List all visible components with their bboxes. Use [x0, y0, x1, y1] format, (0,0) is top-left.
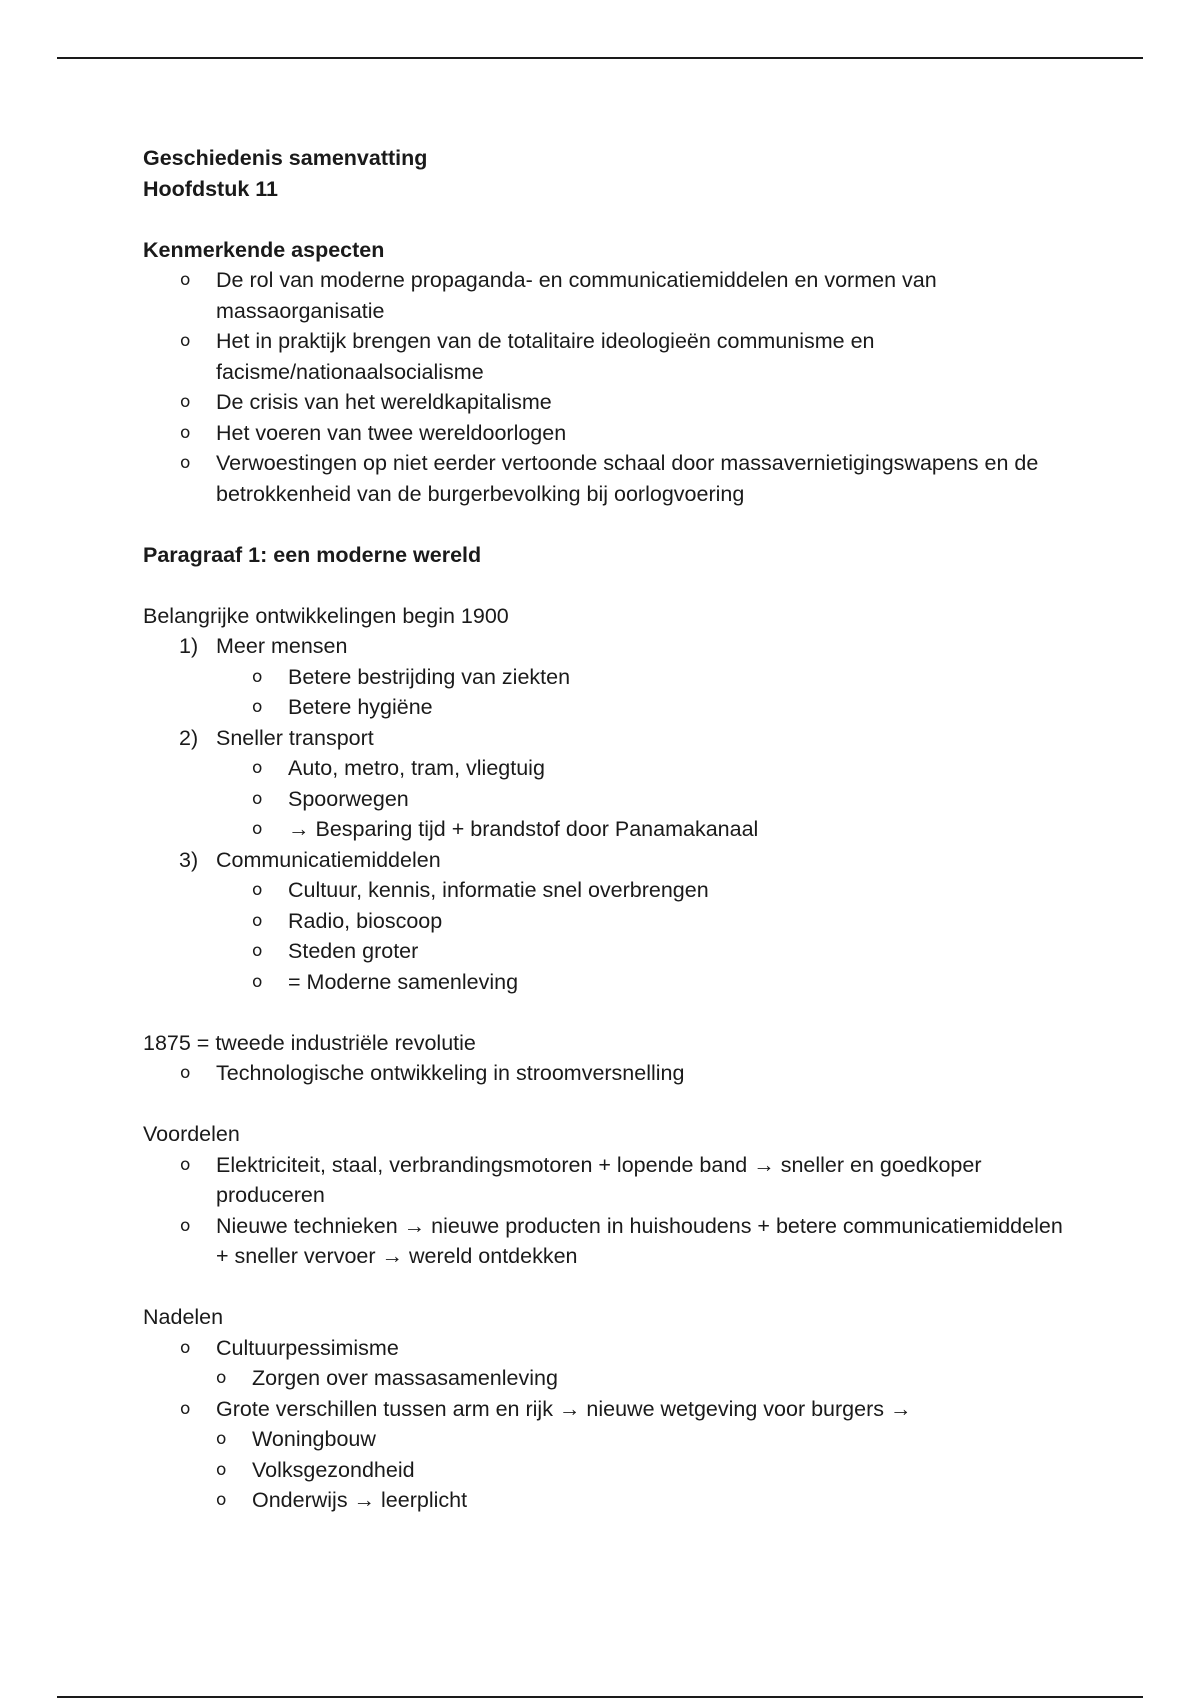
- bullet-icon: o: [180, 270, 191, 290]
- section1-heading: Paragraaf 1: een moderne wereld: [143, 542, 482, 567]
- bullet-icon: o: [252, 910, 263, 931]
- numbered-item: 2) Sneller transport: [179, 725, 374, 750]
- list-item: o De rol van moderne propaganda- en communicatiemiddelen en vormen van massaorganisatie: [143, 265, 1063, 326]
- bullet-icon: o: [216, 1490, 227, 1510]
- developments-intro: Belangrijke ontwikkelingen begin 1900: [143, 603, 509, 628]
- revolution-list: [143, 1058, 1063, 1089]
- list-item: o Radio, bioscoop: [143, 906, 1063, 937]
- list-item: o Zorgen over massasamenleving: [143, 1363, 1063, 1394]
- list-item: o Het voeren van twee wereldoorlogen: [143, 418, 1063, 449]
- list-item: o = Moderne samenleving: [143, 967, 1063, 998]
- aspects-heading: Kenmerkende aspecten: [143, 237, 385, 262]
- bullet-icon: o: [252, 788, 263, 809]
- aspects-list: [143, 265, 1063, 509]
- list-item: o Betere bestrijding van ziekten: [143, 662, 1063, 693]
- bullet-icon: o: [252, 941, 263, 961]
- bullet-icon: o: [252, 666, 263, 687]
- bottom-rule: [57, 1696, 1143, 1698]
- disadvantages-list: [143, 1333, 1063, 1516]
- list-item: o Het in praktijk brengen van de totalitaire ideologieën communisme en facisme/nationaalsocialisme: [143, 326, 1063, 387]
- bullet-icon: o: [180, 1337, 191, 1358]
- list-item: o Elektriciteit, staal, verbrandingsmotoren + lopende band → sneller en goedkoper produceren: [143, 1150, 1063, 1211]
- list-item: o Betere hygiëne: [143, 692, 1063, 723]
- document-page: [143, 143, 1063, 1516]
- bullet-icon: o: [180, 1398, 191, 1419]
- bullet-icon: o: [252, 697, 263, 717]
- revolution-intro: 1875 = tweede industriële revolutie: [143, 1030, 476, 1055]
- list-item: o Verwoestingen op niet eerder vertoonde schaal door massavernietigingswapens en de betrokkenheid van de burgerbevolking bij oorlogvoering: [143, 448, 1063, 509]
- list-item: o Onderwijs → leerplicht: [143, 1485, 1063, 1516]
- numbered-item: 3) Communicatiemiddelen: [179, 847, 441, 872]
- advantages-list: [143, 1150, 1063, 1272]
- advantages-intro: Voordelen: [143, 1122, 240, 1146]
- list-item: o Spoorwegen: [143, 784, 1063, 815]
- list-item: o Volksgezondheid: [143, 1455, 1063, 1486]
- bullet-icon: o: [252, 758, 263, 778]
- bullet-icon: o: [180, 422, 191, 443]
- top-rule: [57, 57, 1143, 59]
- bullet-icon: o: [216, 1368, 227, 1388]
- bullet-icon: o: [216, 1459, 227, 1480]
- developments-list: [143, 631, 1063, 662]
- document-title: Geschiedenis samenvatting: [143, 146, 428, 170]
- bullet-icon: o: [252, 971, 263, 992]
- bullet-icon: o: [252, 880, 263, 900]
- chapter-title: Hoofdstuk 11: [143, 176, 278, 201]
- list-item: o Woningbouw: [143, 1424, 1063, 1455]
- bullet-icon: o: [216, 1429, 227, 1449]
- bullet-icon: o: [180, 453, 191, 473]
- list-item: o Technologische ontwikkeling in stroomversnelling: [143, 1058, 1063, 1089]
- list-item: o Steden groter: [143, 936, 1063, 967]
- list-item: o Auto, metro, tram, vliegtuig: [143, 753, 1063, 784]
- list-item: o Nieuwe technieken → nieuwe producten in huishoudens + betere communicatiemiddelen + sneller vervoer → wereld ontdekken: [143, 1211, 1063, 1272]
- list-item: o De crisis van het wereldkapitalisme: [143, 387, 1063, 418]
- list-item: o Grote verschillen tussen arm en rijk → nieuwe wetgeving voor burgers →: [143, 1394, 1063, 1425]
- disadvantages-intro: Nadelen: [143, 1305, 224, 1329]
- numbered-item: 1) Meer mensen: [179, 634, 348, 658]
- list-item: o Cultuur, kennis, informatie snel overbrengen: [143, 875, 1063, 906]
- list-item: o Cultuurpessimisme: [143, 1333, 1063, 1364]
- bullet-icon: o: [180, 331, 191, 351]
- bullet-icon: o: [180, 392, 191, 412]
- bullet-icon: o: [180, 1215, 191, 1236]
- bullet-icon: o: [180, 1154, 191, 1175]
- list-item: o → Besparing tijd + brandstof door Panamakanaal: [143, 814, 1063, 845]
- bullet-icon: o: [180, 1063, 191, 1083]
- bullet-icon: o: [252, 819, 263, 839]
